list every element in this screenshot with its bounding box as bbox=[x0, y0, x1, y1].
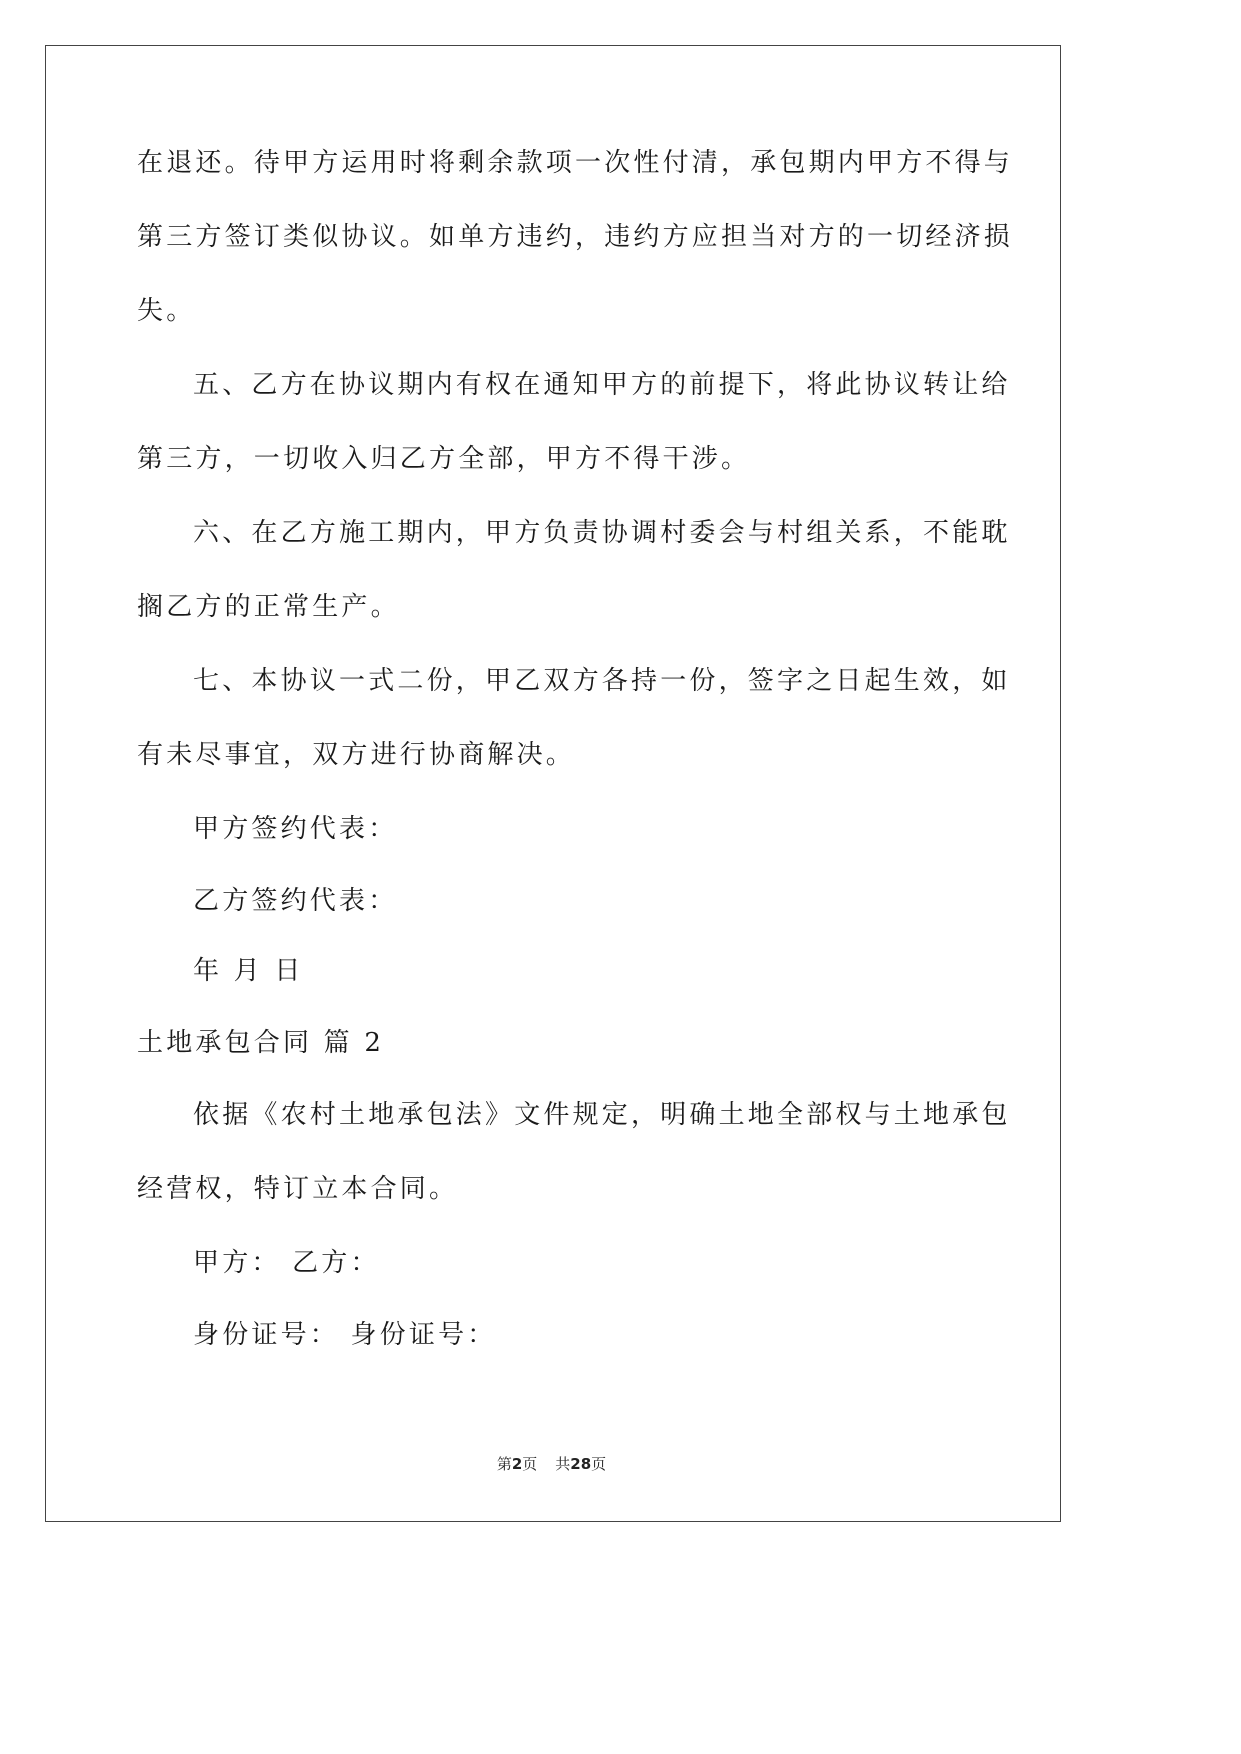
paragraph-line: 依据《农村土地承包法》文件规定，明确土地全部权与土地承包 bbox=[193, 1100, 1011, 1130]
id-number-line: 身份证号： 身份证号： bbox=[193, 1320, 497, 1350]
page-number: 2 bbox=[511, 1455, 523, 1473]
party-a-signature-line: 甲方签约代表： bbox=[193, 814, 398, 844]
page-unit: 页 bbox=[522, 1455, 538, 1473]
paragraph-line: 第三方签订类似协议。如单方违约，违约方应担当对方的一切经济损 bbox=[137, 222, 1014, 252]
paragraph-line: 第三方，一切收入归乙方全部，甲方不得干涉。 bbox=[137, 444, 751, 474]
clause-six-line: 六、在乙方施工期内，甲方负责协调村委会与村组关系，不能耽 bbox=[193, 518, 1011, 548]
parties-line: 甲方： 乙方： bbox=[193, 1248, 380, 1278]
paragraph-line: 经营权，特订立本合同。 bbox=[137, 1174, 459, 1204]
section-heading: 土地承包合同 篇 2 bbox=[137, 1028, 385, 1058]
paragraph-line: 失。 bbox=[137, 296, 196, 326]
total-pages: 28 bbox=[570, 1455, 592, 1473]
party-b-signature-line: 乙方签约代表： bbox=[193, 886, 398, 916]
paragraph-line: 搁乙方的正常生产。 bbox=[137, 592, 400, 622]
clause-five-line: 五、乙方在协议期内有权在通知甲方的前提下，将此协议转让给 bbox=[193, 370, 1011, 400]
page-border bbox=[45, 45, 1061, 1522]
date-line: 年 月 日 bbox=[193, 956, 304, 986]
page-footer bbox=[0, 1453, 1103, 1474]
paragraph-line: 在退还。待甲方运用时将剩余款项一次性付清，承包期内甲方不得与 bbox=[137, 148, 1014, 178]
total-prefix: 共 bbox=[555, 1455, 571, 1473]
clause-seven-line: 七、本协议一式二份，甲乙双方各持一份，签字之日起生效，如 bbox=[193, 666, 1011, 696]
page-prefix: 第 bbox=[496, 1455, 512, 1473]
paragraph-line: 有未尽事宜，双方进行协商解决。 bbox=[137, 740, 576, 770]
total-unit: 页 bbox=[591, 1455, 607, 1473]
